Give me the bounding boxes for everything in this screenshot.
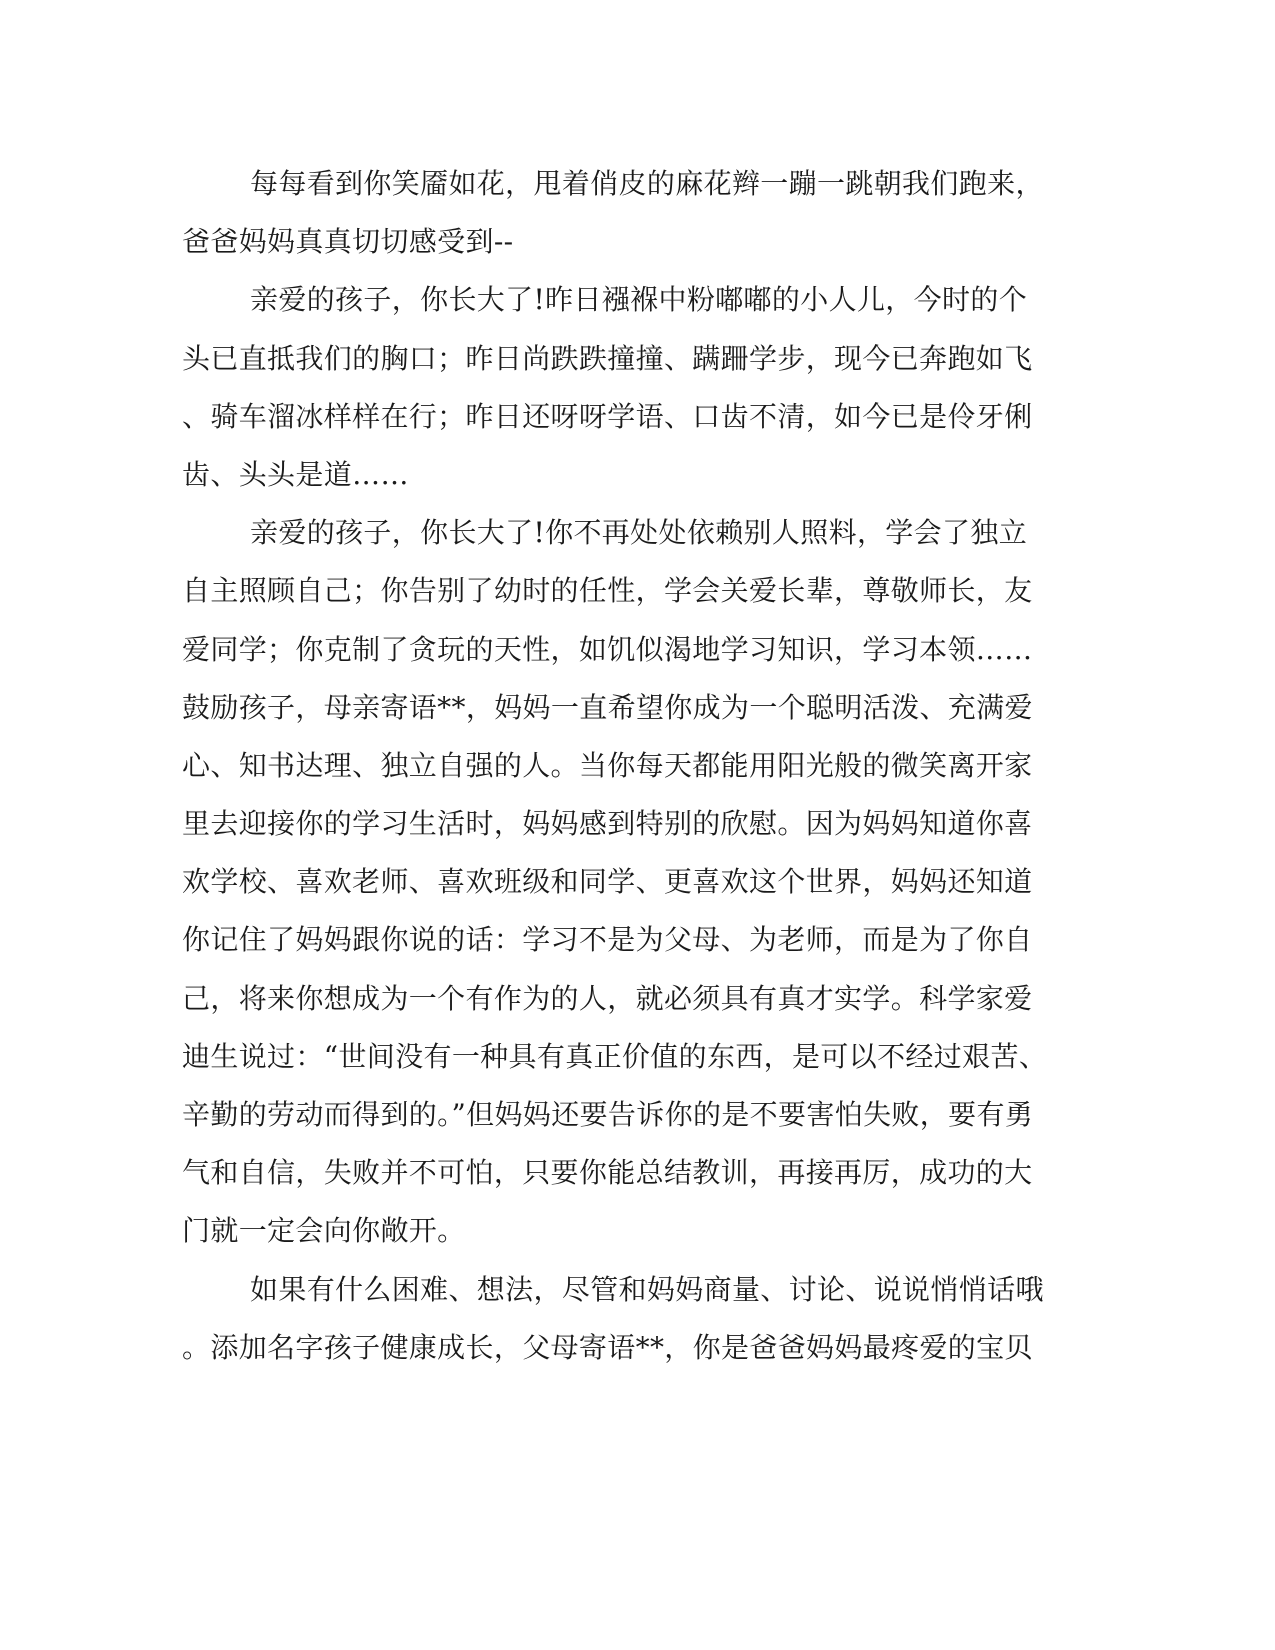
text-line: 亲爱的孩子，你长大了!你不再处处依赖别人照料，学会了独立 (250, 516, 1028, 550)
text-line: 门就一定会向你敞开。 (182, 1214, 466, 1248)
text-line: 齿、头头是道…… (182, 457, 409, 491)
text-line: 如果有什么困难、想法，尽管和妈妈商量、讨论、说说悄悄话哦 (250, 1272, 1044, 1306)
text-line: 欢学校、喜欢老师、喜欢班级和同学、更喜欢这个世界，妈妈还知道 (182, 865, 1033, 899)
document-body (182, 161, 1048, 1383)
text-line: 你记住了妈妈跟你说的话：学习不是为父母、为老师，而是为了你自 (182, 923, 1033, 957)
text-line: 辛勤的劳动而得到的。”但妈妈还要告诉你的是不要害怕失败，要有勇 (182, 1098, 1034, 1131)
text-line: 爱同学；你克制了贪玩的天性，如饥似渴地学习知识，学习本领…… (182, 632, 1033, 666)
text-line: 亲爱的孩子，你长大了!昨日襁褓中粉嘟嘟的小人儿，今时的个 (250, 283, 1028, 317)
text-line: 。添加名字孩子健康成长，父母寄语**，你是爸爸妈妈最疼爱的宝贝 (182, 1330, 1033, 1364)
text-line: 鼓励孩子，母亲寄语**，妈妈一直希望你成为一个聪明活泼、充满爱 (182, 690, 1033, 724)
text-line: 里去迎接你的学习生活时，妈妈感到特别的欣慰。因为妈妈知道你喜 (182, 807, 1033, 841)
text-line: 爸爸妈妈真真切切感受到-- (182, 225, 514, 259)
text-line: 迪生说过：“世间没有一种具有真正价值的东西，是可以不经过艰苦、 (182, 1039, 1048, 1073)
text-line: 气和自信，失败并不可怕，只要你能总结教训，再接再厉，成功的大 (182, 1156, 1033, 1190)
text-line: 自主照顾自己；你告别了幼时的任性，学会关爱长辈，尊敬师长，友 (182, 574, 1033, 608)
text-line: 每每看到你笑靥如花，甩着俏皮的麻花辫一蹦一跳朝我们跑来， (250, 167, 1044, 200)
text-line: 己，将来你想成为一个有作为的人，就必须具有真才实学。科学家爱 (182, 981, 1033, 1015)
text-line: 头已直抵我们的胸口；昨日尚跌跌撞撞、蹒跚学步，现今已奔跑如飞 (182, 341, 1033, 375)
text-line: 、骑车溜冰样样在行；昨日还呀呀学语、口齿不清，如今已是伶牙俐 (182, 399, 1033, 433)
text-line: 心、知书达理、独立自强的人。当你每天都能用阳光般的微笑离开家 (182, 748, 1033, 782)
